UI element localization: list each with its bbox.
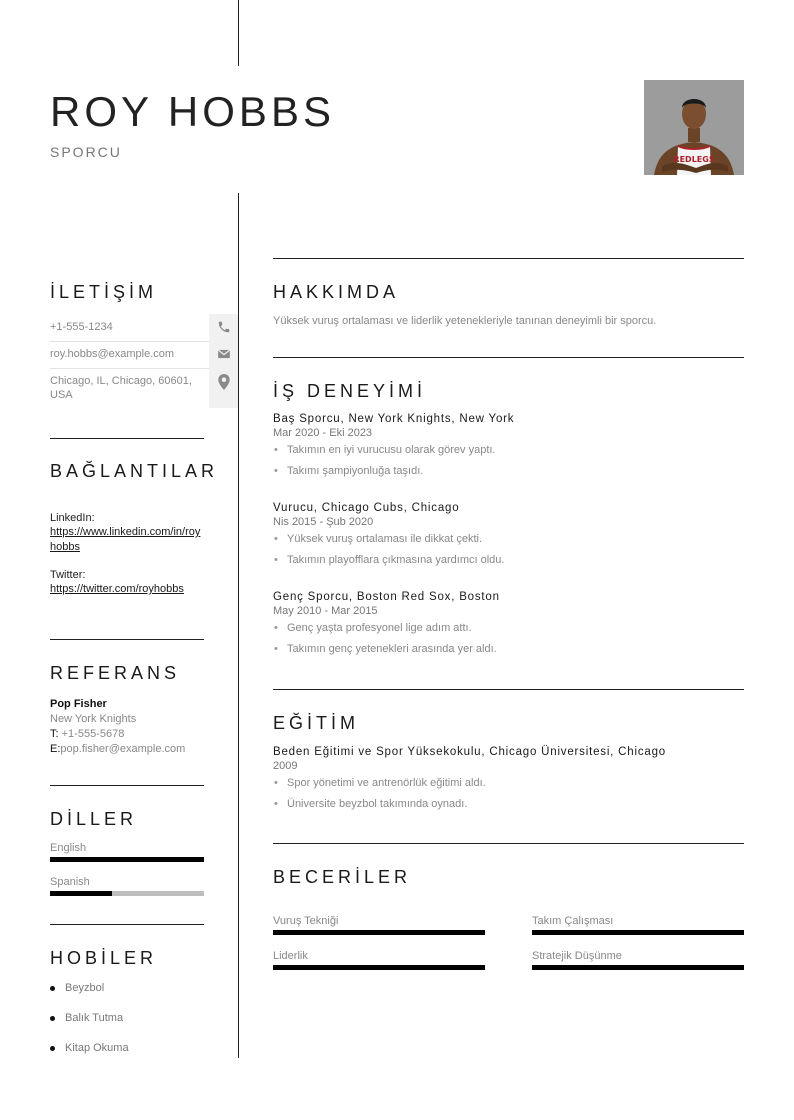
about-section-title: HAKKIMDA [273, 282, 400, 302]
contact-phone[interactable]: +1-555-1234 [50, 321, 113, 333]
bullet-icon [50, 1016, 55, 1021]
reference-phone[interactable]: +1-555-5678 [61, 728, 125, 740]
linkedin-url[interactable]: https://www.linkedin.com/in/royhobbs [50, 526, 201, 553]
language-name: Spanish [50, 876, 90, 888]
skill-name: Vuruş Tekniği [273, 915, 339, 927]
hobby-item [50, 1012, 123, 1024]
reference-entry [50, 697, 210, 757]
education-title: Beden Eğitimi ve Spor Yüksekokulu, Chicago Üniversitesi, Chicago [273, 746, 666, 758]
top-divider-line [238, 0, 239, 66]
contact-email[interactable]: roy.hobbs@example.com [50, 348, 175, 360]
skill-level-fill [532, 965, 744, 970]
link-label: Twitter: [50, 569, 86, 581]
reference-email[interactable]: pop.fisher@example.com [60, 743, 186, 755]
job-bullet: • Takımı şampiyonluğa taşıdı. [273, 465, 744, 477]
job-date: Nis 2015 - Şub 2020 [273, 516, 374, 528]
skill-name: Takım Çalışması [532, 915, 614, 927]
job-date: May 2010 - Mar 2015 [273, 605, 378, 617]
education-entry [273, 746, 744, 810]
bullet-icon [50, 986, 55, 991]
left-divider [50, 639, 204, 640]
education-bullet: • Üniversite beyzbol takımında oynadı. [273, 798, 744, 810]
hobby-label: Beyzbol [65, 982, 105, 994]
twitter-url[interactable]: https://twitter.com/royhobbs [50, 583, 184, 595]
hobby-label: Balık Tutma [65, 1012, 124, 1024]
job-title: Vurucu, Chicago Cubs, Chicago [273, 502, 460, 514]
skill-level-fill [532, 930, 744, 935]
job-bullet: • Yüksek vuruş ortalaması ile dikkat çekti. [273, 533, 744, 545]
skill-level-bar [532, 965, 744, 970]
contact-address-row [50, 368, 238, 408]
language-name: English [50, 842, 87, 854]
references-section-title: REFERANS [50, 663, 181, 683]
hobby-item [50, 982, 104, 994]
link-label: LinkedIn: [50, 512, 95, 524]
language-level-bar [50, 891, 204, 896]
experience-entry [273, 413, 744, 477]
skill-name: Liderlik [273, 950, 308, 962]
bullet-icon [50, 1046, 55, 1051]
reference-org: New York Knights [50, 713, 137, 725]
left-divider [50, 924, 204, 925]
contact-phone-row [50, 314, 238, 342]
hobbies-section-title: HOBİLER [50, 948, 158, 968]
language-level-fill [50, 891, 112, 896]
left-divider [50, 438, 204, 439]
skill-level-fill [273, 930, 485, 935]
skill-name: Stratejik Düşünme [532, 950, 622, 962]
education-bullet: • Spor yönetimi ve antrenörlük eğitimi aldı. [273, 777, 744, 789]
right-divider [273, 689, 744, 690]
candidate-name: ROY HOBBS [50, 88, 335, 135]
job-bullet: • Genç yaşta profesyonel lige adım attı. [273, 622, 744, 634]
contact-section-title: İLETİŞİM [50, 282, 158, 302]
experience-entry [273, 591, 744, 655]
right-divider [273, 258, 744, 259]
right-divider [273, 843, 744, 844]
links-section-title: BAĞLANTILAR [50, 461, 219, 481]
education-section-title: EĞİTİM [273, 713, 359, 733]
reference-email-line [50, 742, 210, 757]
contact-address: Chicago, IL, Chicago, 60601, USA [50, 375, 192, 401]
skill-level-bar [273, 965, 485, 970]
hobby-item [50, 1042, 129, 1054]
column-divider-line [238, 193, 239, 1058]
reference-phone-label: T: [50, 728, 59, 740]
hobby-label: Kitap Okuma [65, 1042, 129, 1054]
education-date: 2009 [273, 760, 298, 772]
skill-level-fill [273, 965, 485, 970]
job-bullet: • Takımın genç yetenekleri arasında yer aldı. [273, 643, 744, 655]
left-divider [50, 785, 204, 786]
experience-section-title: İŞ DENEYİMİ [273, 381, 427, 401]
job-date: Mar 2020 - Eki 2023 [273, 427, 373, 439]
envelope-icon [209, 341, 238, 368]
reference-email-label: E: [50, 743, 61, 755]
skill-level-bar [273, 930, 485, 935]
contact-email-row [50, 341, 238, 369]
job-title: Baş Sporcu, New York Knights, New York [273, 413, 515, 425]
about-text: Yüksek vuruş ortalaması ve liderlik yetenekleriyle tanınan deneyimli bir sporcu. [273, 315, 657, 327]
reference-phone-line [50, 727, 210, 742]
languages-section-title: DİLLER [50, 809, 138, 829]
phone-icon [209, 314, 238, 341]
right-divider [273, 357, 744, 358]
profile-photo [644, 80, 744, 175]
experience-entry [273, 502, 744, 566]
job-bullet: • Takımın playofflara çıkmasına yardımcı oldu. [273, 554, 744, 566]
language-level-bar [50, 857, 204, 862]
reference-name: Pop Fisher [50, 698, 107, 710]
link-twitter [50, 569, 202, 597]
location-pin-icon [209, 368, 238, 408]
link-linkedin [50, 512, 202, 555]
job-bullet: • Takımın en iyi vurucusu olarak görev yaptı. [273, 444, 744, 456]
language-level-fill [50, 857, 204, 862]
skill-level-bar [532, 930, 744, 935]
skills-section-title: BECERİLER [273, 867, 412, 887]
candidate-title: SPORCU [50, 144, 122, 160]
job-title: Genç Sporcu, Boston Red Sox, Boston [273, 591, 500, 603]
jersey-text: REDLEGS [673, 155, 715, 164]
